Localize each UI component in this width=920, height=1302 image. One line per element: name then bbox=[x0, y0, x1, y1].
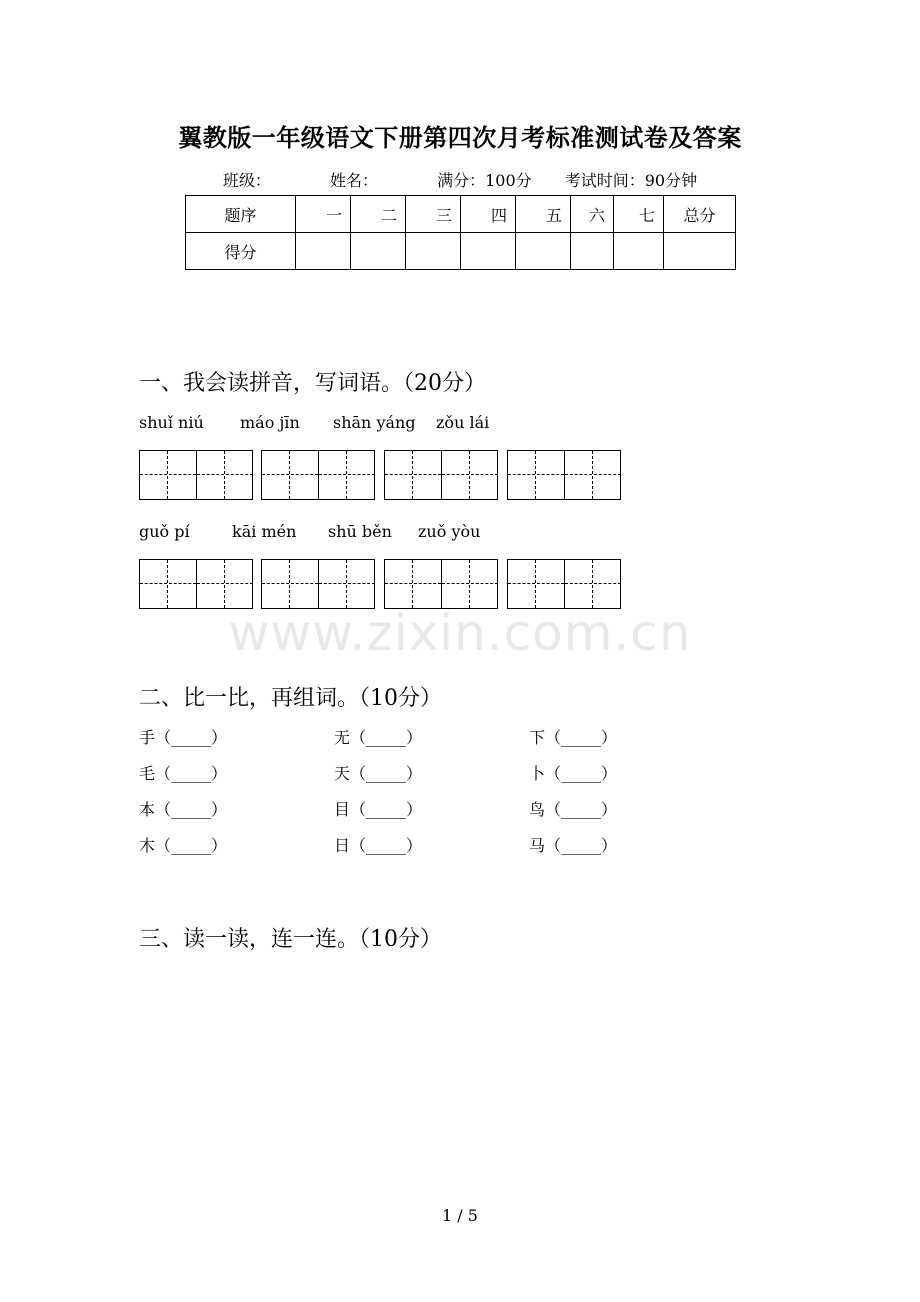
compare-item[interactable]: 目（_____） bbox=[334, 800, 423, 819]
writing-cell[interactable] bbox=[385, 560, 441, 608]
score-table-header-cell: 总分 bbox=[664, 196, 736, 233]
writing-cell[interactable] bbox=[196, 451, 252, 499]
pinyin-label: guǒ pí bbox=[139, 522, 190, 541]
pinyin-label: zuǒ yòu bbox=[418, 522, 481, 541]
page-number: 1 / 5 bbox=[442, 1206, 478, 1225]
score-table-header-cell: 四 bbox=[461, 196, 516, 233]
compare-item[interactable]: 毛（_____） bbox=[139, 764, 228, 783]
pinyin-label: kāi mén bbox=[232, 522, 297, 541]
compare-item[interactable]: 无（_____） bbox=[334, 728, 423, 747]
writing-cell[interactable] bbox=[318, 451, 374, 499]
score-table-score-row bbox=[186, 233, 736, 270]
writing-box[interactable] bbox=[139, 559, 253, 609]
pinyin-label: zǒu lái bbox=[436, 413, 490, 432]
pinyin-label: shū běn bbox=[328, 522, 392, 541]
compare-item[interactable]: 卜（_____） bbox=[529, 764, 618, 783]
pinyin-label: máo jīn bbox=[240, 413, 300, 432]
writing-cell[interactable] bbox=[262, 560, 318, 608]
writing-box[interactable] bbox=[384, 559, 498, 609]
exam-title: 翼教版一年级语文下册第四次月考标准测试卷及答案 bbox=[178, 123, 742, 152]
writing-cell[interactable] bbox=[385, 451, 441, 499]
compare-item[interactable]: 日（_____） bbox=[334, 836, 423, 855]
writing-cell[interactable] bbox=[196, 560, 252, 608]
name-label: 姓名： bbox=[329, 171, 378, 190]
score-table-header-cell: 二 bbox=[351, 196, 406, 233]
compare-item[interactable]: 鸟（_____） bbox=[529, 800, 618, 819]
writing-cell[interactable] bbox=[140, 560, 196, 608]
compare-item[interactable]: 天（_____） bbox=[334, 764, 423, 783]
pinyin-label: shuǐ niú bbox=[139, 413, 204, 432]
score-cell[interactable] bbox=[571, 233, 614, 270]
compare-item[interactable]: 本（_____） bbox=[139, 800, 228, 819]
exam-info bbox=[0, 168, 920, 191]
score-cell[interactable] bbox=[614, 233, 664, 270]
score-table-header-row bbox=[186, 196, 736, 233]
writing-cell[interactable] bbox=[564, 451, 620, 499]
writing-cell[interactable] bbox=[508, 451, 564, 499]
section-2-heading: 二、比一比，再组词。（10分） bbox=[139, 686, 442, 711]
exam-time: 考试时间：90分钟 bbox=[564, 171, 698, 190]
score-table-header-cell: 六 bbox=[571, 196, 614, 233]
writing-box[interactable] bbox=[261, 450, 375, 500]
class-label: 班级： bbox=[222, 171, 271, 190]
writing-cell[interactable] bbox=[441, 451, 497, 499]
writing-box[interactable] bbox=[384, 450, 498, 500]
writing-cell[interactable] bbox=[140, 451, 196, 499]
score-cell[interactable] bbox=[406, 233, 461, 270]
writing-box[interactable] bbox=[139, 450, 253, 500]
writing-cell[interactable] bbox=[441, 560, 497, 608]
score-table-header-cell: 七 bbox=[614, 196, 664, 233]
compare-item[interactable]: 手（_____） bbox=[139, 728, 228, 747]
writing-cell[interactable] bbox=[262, 451, 318, 499]
score-cell[interactable] bbox=[296, 233, 351, 270]
score-table-header-cell: 一 bbox=[296, 196, 351, 233]
section-1-heading: 一、我会读拼音，写词语。（20分） bbox=[139, 371, 486, 396]
section-3-heading: 三、读一读，连一连。（10分） bbox=[139, 927, 442, 952]
writing-cell[interactable] bbox=[318, 560, 374, 608]
compare-item[interactable]: 下（_____） bbox=[529, 728, 618, 747]
score-table-header-cell: 三 bbox=[406, 196, 461, 233]
compare-item[interactable]: 木（_____） bbox=[139, 836, 228, 855]
writing-box[interactable] bbox=[507, 450, 621, 500]
writing-box[interactable] bbox=[507, 559, 621, 609]
score-table bbox=[185, 195, 736, 270]
pinyin-label: shān yáng bbox=[333, 413, 416, 432]
score-table-header-cell: 五 bbox=[516, 196, 571, 233]
full-score: 满分：100分 bbox=[437, 171, 532, 190]
score-cell[interactable] bbox=[516, 233, 571, 270]
watermark: www.zixin.com.cn bbox=[228, 604, 692, 662]
score-row-label: 得分 bbox=[186, 233, 296, 270]
score-table-header-cell: 题序 bbox=[186, 196, 296, 233]
score-cell[interactable] bbox=[351, 233, 406, 270]
writing-cell[interactable] bbox=[508, 560, 564, 608]
writing-box[interactable] bbox=[261, 559, 375, 609]
writing-cell[interactable] bbox=[564, 560, 620, 608]
compare-item[interactable]: 马（_____） bbox=[529, 836, 618, 855]
score-cell[interactable] bbox=[461, 233, 516, 270]
score-cell[interactable] bbox=[664, 233, 736, 270]
